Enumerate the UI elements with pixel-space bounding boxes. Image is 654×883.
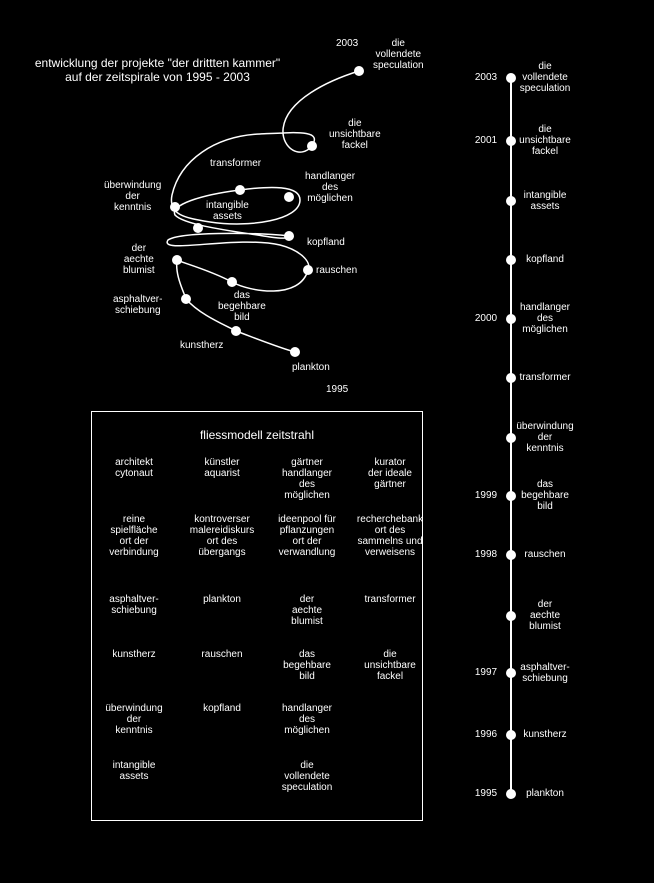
timeline-label: intangible assets — [523, 190, 567, 212]
spiral-label-begehbare: das begehbare bild — [218, 290, 266, 323]
spiral-label-kopfland: kopfland — [307, 237, 345, 248]
fliessmodell-cell: reine spielfläche ort der verbindung — [109, 514, 159, 558]
spiral-dot-intangible — [193, 223, 203, 233]
spiral-dot-begehbare — [227, 277, 237, 287]
timeline-label: handlanger des möglichen — [519, 302, 571, 335]
timeline-year: 2003 — [474, 72, 498, 83]
spiral-label-intangible: intangible assets — [206, 200, 249, 222]
fliessmodell-cell: die unsichtbare fackel — [364, 649, 416, 682]
fliessmodell-cell: ideenpool für pflanzungen ort der verwandlung — [278, 514, 336, 558]
title-line-2: auf der zeitspirale von 1995 - 2003 — [65, 70, 250, 84]
spiral-label-transformer: transformer — [210, 158, 262, 169]
fliessmodell-cell: recherchebank ort des sammelns und verweisens — [356, 514, 424, 558]
spiral-dot-transformer — [235, 185, 245, 195]
spiral-dot-fackel — [307, 141, 317, 151]
spiral-dot-asphalt — [181, 294, 191, 304]
timeline-label: kopfland — [526, 254, 564, 265]
spiral-dot-blumist — [172, 255, 182, 265]
timeline-label: rauschen — [524, 549, 566, 560]
fliessmodell-cell: asphaltver- schiebung — [109, 594, 159, 616]
fliessmodell-cell: der aechte blumist — [291, 594, 323, 627]
timeline-label: asphaltver- schiebung — [520, 662, 570, 684]
spiral-label-rauschen: rauschen — [316, 265, 358, 276]
fliessmodell-cell: das begehbare bild — [283, 649, 331, 682]
fliessmodell-cell: rauschen — [201, 649, 243, 660]
fliessmodell-cell: die vollendete speculation — [281, 760, 333, 793]
timeline-year: 1999 — [474, 490, 498, 501]
fliessmodell-cell: intangible assets — [112, 760, 156, 782]
spiral-label-vollendete: die vollendete speculation — [373, 38, 424, 71]
fliessmodell-cell: kurator der ideale gärtner — [368, 457, 412, 490]
spiral-year-1995: 1995 — [326, 384, 349, 395]
timeline-label: plankton — [526, 788, 564, 799]
fliessmodell-cell: handlanger des möglichen — [281, 703, 333, 736]
spiral-label-kunstherz: kunstherz — [180, 340, 224, 351]
fliessmodell-cell: künstler aquarist — [204, 457, 240, 479]
spiral-label-handlanger: handlanger des möglichen — [305, 171, 356, 204]
fliessmodell-cell: architekt cytonaut — [115, 457, 153, 479]
spiral-label-fackel: die unsichtbare fackel — [329, 118, 381, 151]
timeline-label: der aechte blumist — [529, 599, 561, 632]
fliessmodell-cell: transformer — [364, 594, 416, 605]
timeline-year: 1996 — [474, 729, 498, 740]
timeline-label: die vollendete speculation — [519, 61, 571, 94]
fliessmodell-title: fliessmodell zeitstrahl — [199, 428, 315, 442]
spiral-dot-handlanger — [284, 192, 294, 202]
spiral-label-asphalt: asphaltver- schiebung — [113, 294, 163, 316]
fliessmodell-cell: kunstherz — [112, 649, 156, 660]
fliessmodell-cell: kopfland — [203, 703, 241, 714]
spiral-dot-plankton — [290, 347, 300, 357]
spiral-year-2003: 2003 — [336, 38, 359, 49]
spiral-dot-vollendete — [354, 66, 364, 76]
spiral-dot-rauschen — [303, 265, 313, 275]
timeline-label: transformer — [519, 372, 571, 383]
spiral-label-ueberwindung: überwindung der kenntnis — [104, 180, 162, 213]
timeline-label: die unsichtbare fackel — [519, 124, 571, 157]
fliessmodell-cell: gärtner handlanger des möglichen — [281, 457, 333, 501]
title-line-1: entwicklung der projekte "der drittten kammer" — [34, 56, 281, 70]
timeline-year: 1998 — [474, 549, 498, 560]
fliessmodell-cell: plankton — [203, 594, 241, 605]
spiral-dot-ueberwindung — [170, 202, 180, 212]
fliessmodell-cell: überwindung der kenntnis — [105, 703, 163, 736]
timeline-label: das begehbare bild — [521, 479, 569, 512]
spiral-dot-kopfland — [284, 231, 294, 241]
spiral-label-plankton: plankton — [292, 362, 330, 373]
timeline-label: kunstherz — [523, 729, 567, 740]
timeline-year: 1997 — [474, 667, 498, 678]
timeline-year: 2000 — [474, 313, 498, 324]
fliessmodell-cell: kontroverser malereidiskurs ort des übergangs — [189, 514, 255, 558]
spiral-label-blumist: der aechte blumist — [123, 243, 155, 276]
timeline-year: 1995 — [474, 788, 498, 799]
fliessmodell-box — [91, 411, 423, 821]
timeline-label: überwindung der kenntnis — [516, 421, 574, 454]
timeline-year: 2001 — [474, 135, 498, 146]
spiral-dot-kunstherz — [231, 326, 241, 336]
